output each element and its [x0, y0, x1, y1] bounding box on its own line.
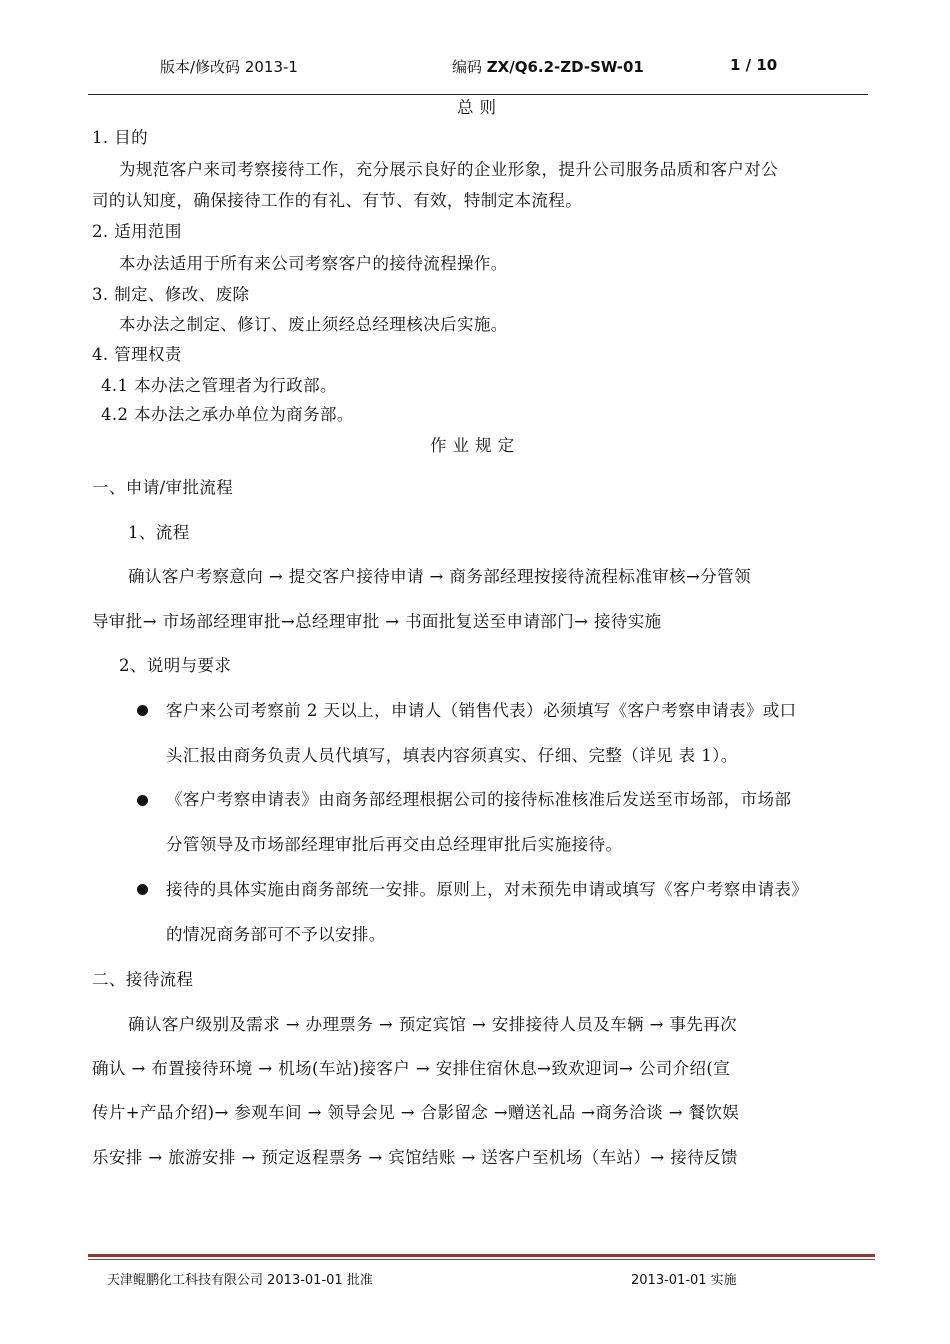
code-value: ZX/Q6.2-ZD-SW-01	[486, 58, 644, 76]
section-4-1: 4.1 本办法之管理者为行政部。	[101, 376, 337, 395]
flow-1-line-1: 确认客户考察意向 → 提交客户接待申请 → 商务部经理按接待流程标准审核→分管领	[128, 567, 751, 586]
part-1-heading: 一、申请/审批流程	[92, 478, 234, 497]
flow-2-line-3: 传片+产品介绍)→ 参观车间 → 领导会见 → 合影留念 →赠送礼品 →商务洽谈 → 餐饮娱	[92, 1103, 740, 1122]
section-1-line-2: 司的认知度，确保接待工作的有礼、有节、有效，特制定本流程。	[92, 191, 583, 210]
version-prefix: 版本/修改码	[160, 58, 245, 76]
part-2-heading: 二、接待流程	[92, 970, 194, 989]
version-label	[160, 56, 298, 77]
section-3-heading: 3. 制定、修改、废除	[92, 285, 250, 304]
flow-1-line-2: 导审批→ 市场部经理审批→总经理审批 → 书面批复送至申请部门→ 接待实施	[92, 612, 662, 631]
section-4-2: 4.2 本办法之承办单位为商务部。	[101, 405, 354, 424]
part-1-sub-2: 2、说明与要求	[119, 656, 232, 675]
footer-rule	[88, 1254, 875, 1257]
bullet-1-line-2: 头汇报由商务负责人员代填写，填表内容须真实、仔细、完整（详见 表 1）。	[166, 746, 738, 765]
section-2-heading: 2. 适用范围	[92, 222, 182, 241]
page-number: 1 / 10	[730, 56, 778, 74]
section-4-heading: 4. 管理权责	[92, 345, 182, 364]
version-value: 2013-1	[244, 58, 298, 76]
header-rule	[88, 94, 868, 95]
doc-code	[452, 56, 644, 77]
general-title: 总 则	[457, 98, 497, 117]
section-2-line-1: 本办法适用于所有来公司考察客户的接待流程操作。	[119, 254, 508, 273]
bullet-icon	[137, 705, 148, 716]
part-1-sub-1: 1、流程	[128, 523, 190, 542]
footer-effective: 2013-01-01 实施	[631, 1273, 737, 1288]
section-1-line-1: 为规范客户来司考察接待工作，充分展示良好的企业形象，提升公司服务品质和客户对公	[119, 160, 779, 179]
footer-rule-thin	[88, 1259, 875, 1260]
bullet-3-line-1: 接待的具体实施由商务部统一安排。原则上，对未预先申请或填写《客户考察申请表》	[166, 880, 809, 899]
bullet-2-line-1: 《客户考察申请表》由商务部经理根据公司的接待标准核准后发送至市场部，市场部	[166, 790, 792, 809]
section-3-line-1: 本办法之制定、修订、废止须经总经理核决后实施。	[119, 315, 508, 334]
flow-2-line-4: 乐安排 → 旅游安排 → 预定返程票务 → 宾馆结账 → 送客户至机场（车站）→ 接待反馈	[92, 1148, 738, 1167]
bullet-2-line-2: 分管领导及市场部经理审批后再交由总经理审批后实施接待。	[166, 835, 623, 854]
bullet-3-line-2: 的情况商务部可不予以安排。	[166, 925, 386, 944]
section-1-heading: 1. 目的	[92, 128, 148, 147]
code-prefix: 编码	[452, 58, 487, 76]
bullet-icon	[137, 884, 148, 895]
flow-2-line-2: 确认 → 布置接待环境 → 机场(车站)接客户 → 安排住宿休息→致欢迎词→ 公司介绍(宣	[92, 1059, 731, 1078]
rules-title: 作 业 规 定	[430, 436, 515, 455]
footer-approval: 天津鲲鹏化工科技有限公司 2013-01-01 批准	[107, 1273, 373, 1288]
flow-2-line-1: 确认客户级别及需求 → 办理票务 → 预定宾馆 → 安排接待人员及车辆 → 事先再次	[128, 1015, 738, 1034]
bullet-icon	[137, 795, 148, 806]
bullet-1-line-1: 客户来公司考察前 2 天以上，申请人（销售代表）必须填写《客户考察申请表》或口	[166, 701, 797, 720]
